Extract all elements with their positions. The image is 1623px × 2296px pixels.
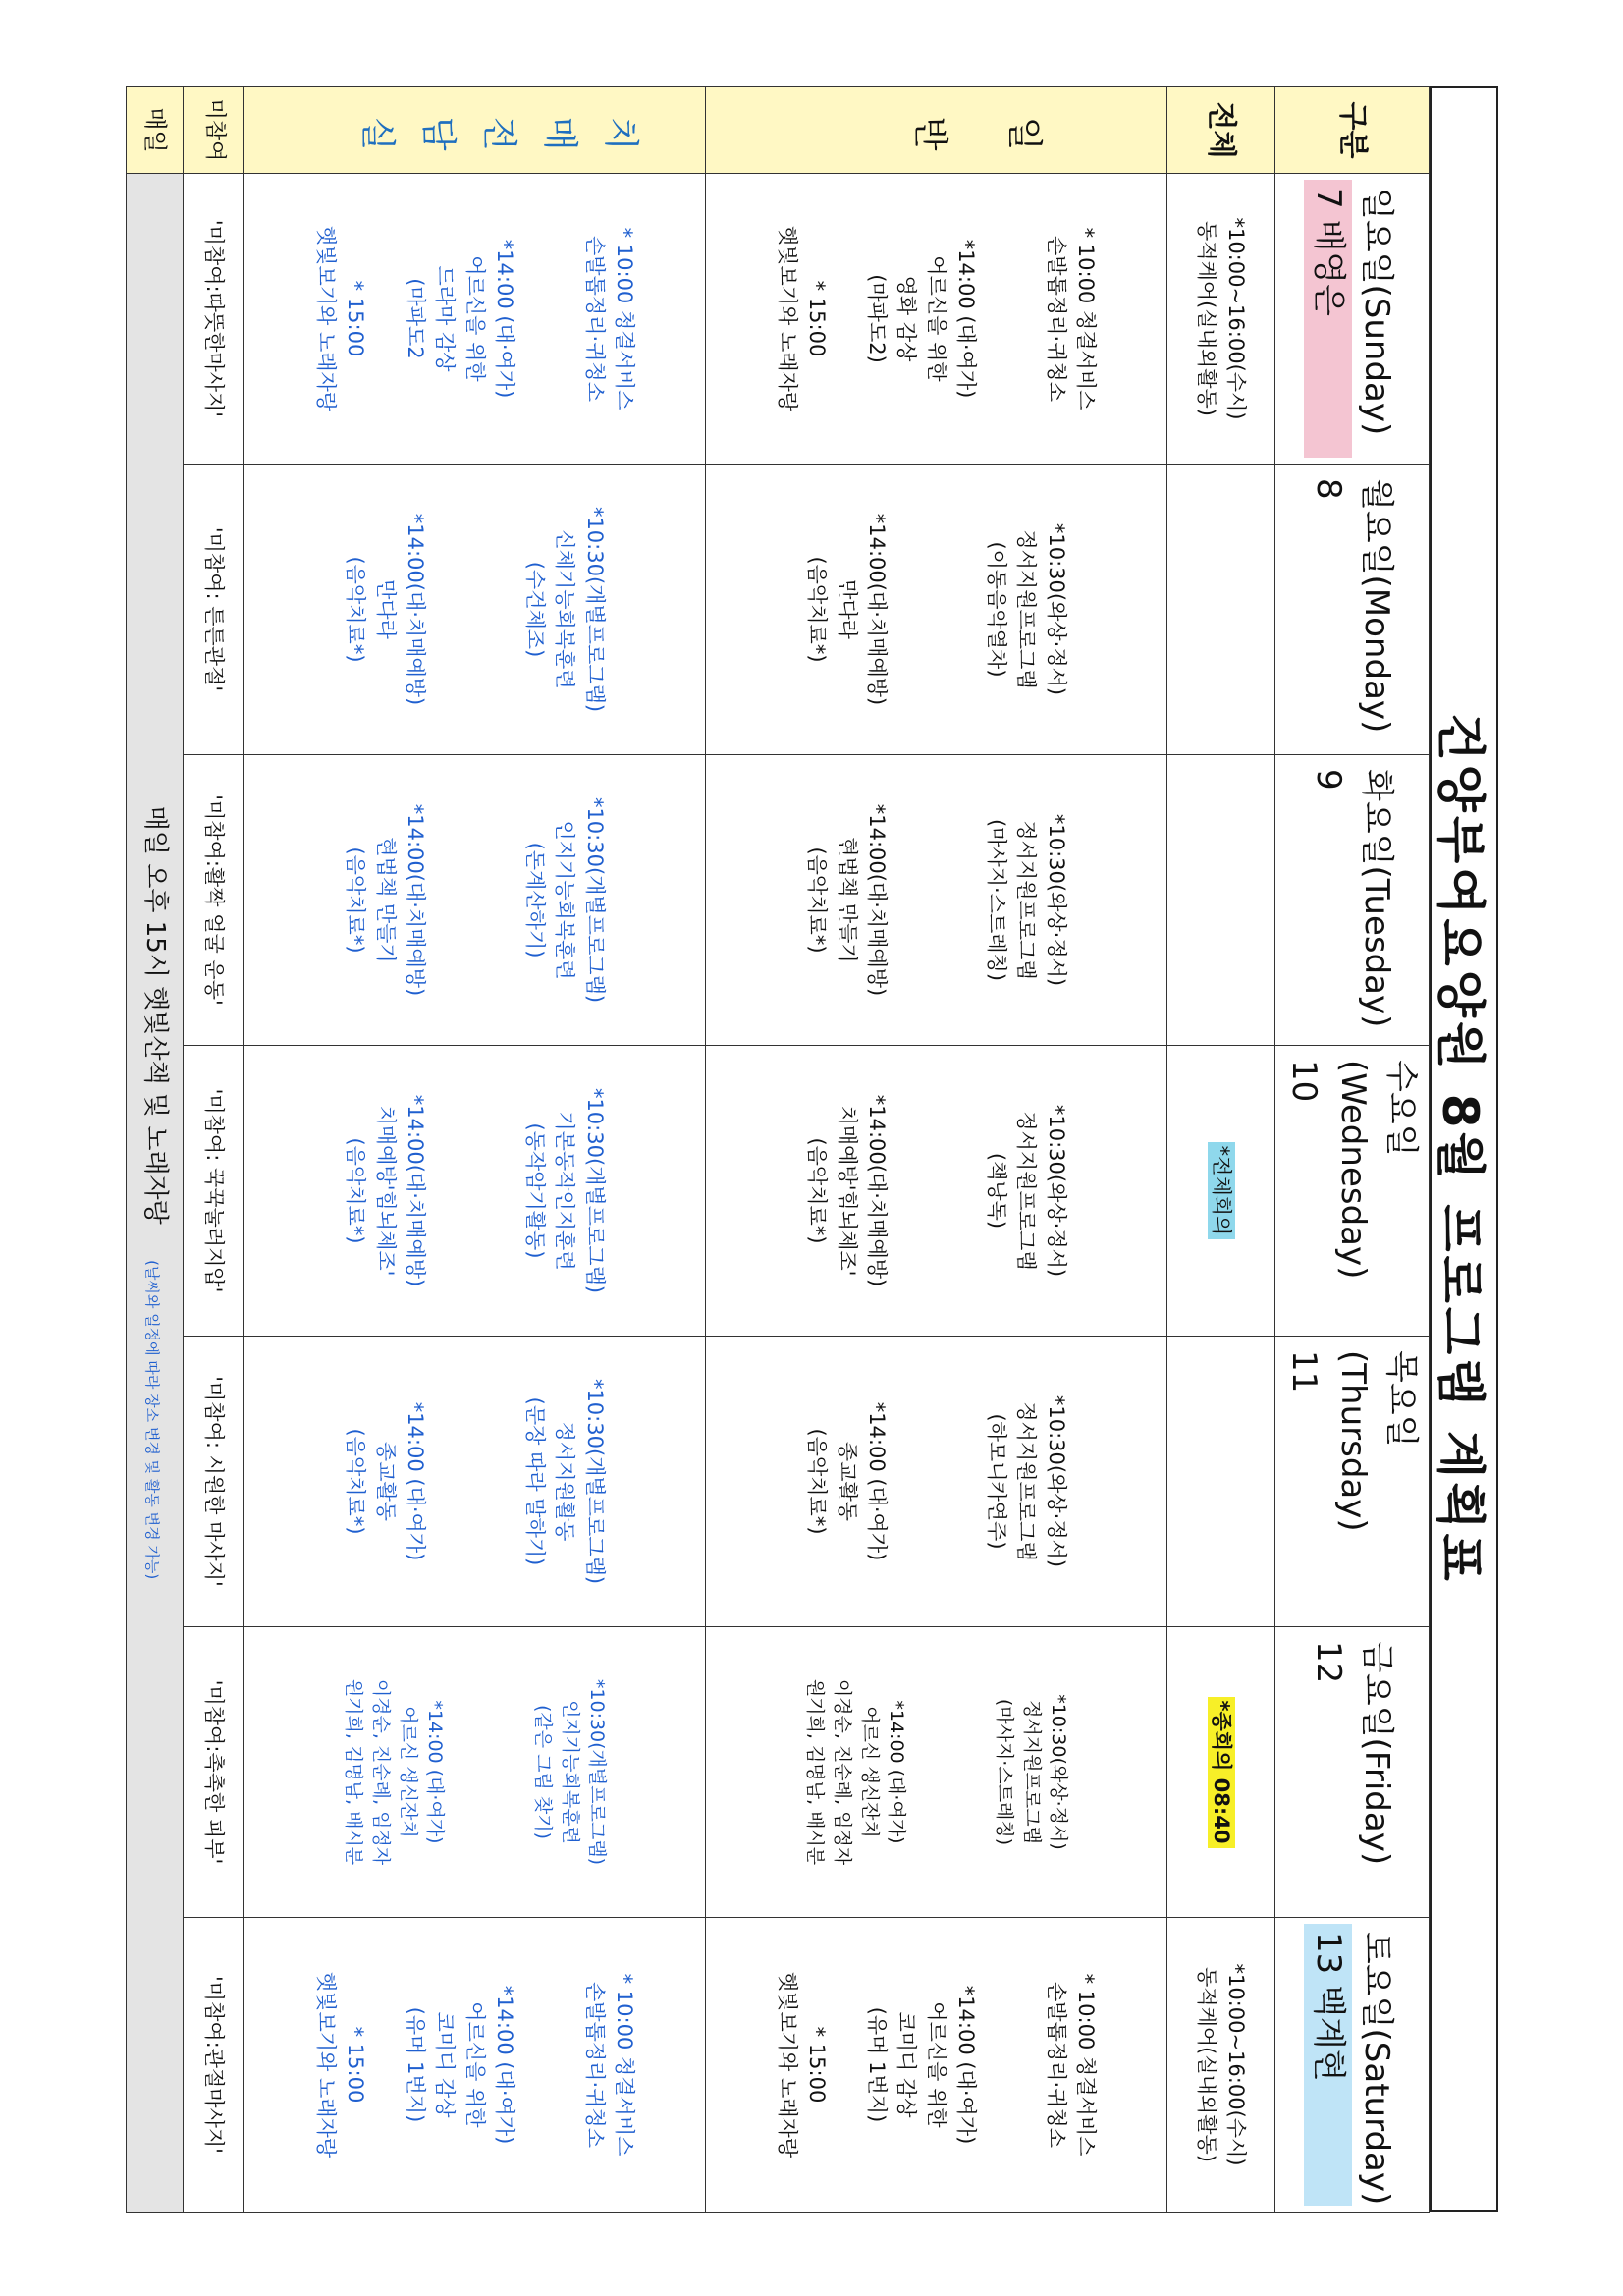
general-row	[706, 87, 1167, 2213]
daily-activity	[127, 174, 184, 2213]
day-name: 토요일(Saturday)	[1357, 1932, 1397, 2206]
day-header-wed	[1275, 1046, 1430, 1337]
all-wed	[1167, 1046, 1275, 1337]
row-label-general	[706, 87, 1167, 174]
general-sun: * 10:00 청결서비스 손발톱정리·귀청소 *14:00 (대·여가) 어르신을 위한 영화 감상 (마파도2) * 15:00 햇빛보기와 노래자랑	[706, 174, 1167, 465]
mich-sat: '미참여:관절마사지'	[184, 1918, 244, 2213]
row-label-text: 일반	[854, 110, 1044, 151]
mich-sun: '미참여:따뜻한마사지'	[184, 174, 244, 465]
day-header-tue	[1275, 755, 1430, 1046]
day-name: 일요일(Sunday)	[1357, 188, 1397, 436]
page-title: 건양부여요양원 8월 프로그램 계획표	[1430, 86, 1498, 2212]
general-sat: * 10:00 청결서비스 손발톱정리·귀청소 *14:00 (대·여가) 어르신을 위한 코미디 감상 (유머 1번지) * 15:00 햇빛보기와 노래자랑	[706, 1918, 1167, 2213]
dementia-sun: * 10:00 청결서비스 손발톱정리·귀청소 *14:00 (대·여가) 어르신을 위한 드라마 감상 (마파도2 * 15:00 햇빛보기와 노래자랑	[244, 174, 706, 465]
all-sat: *10:00~16:00(수시) 동적케어(실내외활동)	[1167, 1918, 1275, 2213]
all-meeting-badge: *전체회의	[1208, 1142, 1235, 1240]
day-header-mon	[1275, 465, 1430, 755]
mich-mon: '미참여: 튼튼관절'	[184, 465, 244, 755]
day-name: 목요일(Thursday)	[1332, 1350, 1421, 1532]
day-date: 11	[1284, 1350, 1325, 1394]
dementia-thu: *10:30(개별프로그램) 정서지원활동 (문장 따라 말하기) *14:00 (대·여가) 종교활동 (음악치료*)	[244, 1337, 706, 1627]
day-header-sun	[1275, 174, 1430, 465]
row-label-text: 치매전담실	[335, 110, 640, 151]
general-thu: *10:30(와상·정서) 정서지원프로그램 (하모니카연주) *14:00 (대·여가) 종교활동 (음악치료*)	[706, 1337, 1167, 1627]
mich-wed: '미참여: 꾹꾹눌러지압'	[184, 1046, 244, 1337]
day-date: 8	[1309, 478, 1349, 500]
all-sun: *10:00~16:00(수시) 동적케어(실내외활동)	[1167, 174, 1275, 465]
schedule-page	[84, 86, 1498, 2212]
day-name: 월요일(Monday)	[1357, 478, 1397, 734]
all-thu	[1167, 1337, 1275, 1627]
day-date: 12	[1309, 1641, 1349, 1684]
general-tue: *10:30(와상·정서) 정서지원프로그램 (마사지·스트레칭) *14:00(대·치매예방) 현법책 만들기 (음악치료*)	[706, 755, 1167, 1046]
all-mon	[1167, 465, 1275, 755]
all-fri	[1167, 1627, 1275, 1918]
mich-tue: '미참여:활짝 얼굴 운동'	[184, 755, 244, 1046]
row-label-all: 전체	[1167, 87, 1275, 174]
all-tue	[1167, 755, 1275, 1046]
morning-meeting-badge: *종회의 08:40	[1208, 1697, 1235, 1848]
general-mon: *10:30(와상·정서) 정서지원프로그램 (이동음악열차) *14:00(대·치매예방) 만다라 (음악치료*)	[706, 465, 1167, 755]
day-name: 화요일(Tuesday)	[1357, 769, 1397, 1028]
row-label-dementia	[244, 87, 706, 174]
schedule-table	[126, 86, 1430, 2213]
daily-row	[127, 87, 184, 2213]
day-header-thu	[1275, 1337, 1430, 1627]
dementia-fri: *10:30(개별프로그램) 인지기능회복훈련 (같은 그림 찾기) *14:00 (대·여가) 어르신 생신잔치 이경순, 진순례, 임정자 원기희, 김명남, 배시분	[244, 1627, 706, 1918]
mich-thu: '미참여: 시원한 마사지'	[184, 1337, 244, 1627]
category-header: 구분	[1275, 87, 1430, 174]
nonparticipant-row	[184, 87, 244, 2213]
daily-activity-text: 매일 오후 15시 햇빛산책 및 노래자랑	[140, 805, 171, 1225]
dementia-row	[244, 87, 706, 2213]
day-name: 수요일(Wednesday)	[1332, 1060, 1421, 1280]
row-label-daily: 매일	[127, 87, 184, 174]
dementia-wed: *10:30(개별프로그램) 기본동작인지훈련 (동작암기활동) *14:00(대·치매예방) 치매예방'힘뇌체조' (음악치료*)	[244, 1046, 706, 1337]
day-name: 금요일(Friday)	[1357, 1641, 1397, 1866]
general-fri: *10:30(와상·정서) 정서지원프로그램 (마사지·스트레칭) *14:00 (대·여가) 어르신 생신잔치 이경순, 진순례, 임정자 원기희, 김명남, 배시분	[706, 1627, 1167, 1918]
day-date: 10	[1284, 1060, 1325, 1103]
dementia-tue: *10:30(개별프로그램) 인지기능회복훈련 (돈계산하기) *14:00(대·치매예방) 현법책 만들기 (음악치료*)	[244, 755, 706, 1046]
day-date: 13 백계현	[1304, 1924, 1352, 2206]
row-label-michamyeo: 미참여	[184, 87, 244, 174]
dementia-sat: * 10:00 청결서비스 손발톱정리·귀청소 *14:00 (대·여가) 어르신을 위한 코미디 감상 (유머 1번지) * 15:00 햇빛보기와 노래자랑	[244, 1918, 706, 2213]
dementia-mon: *10:30(개별프로그램) 신체기능회복훈련 (수건체조) *14:00(대·치매예방) 만다라 (음악치료*)	[244, 465, 706, 755]
day-header-row	[1275, 87, 1430, 2213]
mich-fri: '미참여:촉촉한 피부'	[184, 1627, 244, 1918]
day-date: 7 배영은	[1304, 180, 1352, 458]
day-header-fri	[1275, 1627, 1430, 1918]
all-row	[1167, 87, 1275, 2213]
day-date: 9	[1309, 769, 1349, 791]
daily-activity-note: (날씨와 일정에 따라 장소 변경 및 활동 변경 가능)	[143, 1260, 162, 1580]
general-wed: *10:30(와상·정서) 정서지원프로그램 (책낭독) *14:00(대·치매예방) 치매예방'힘뇌체조' (음악치료*)	[706, 1046, 1167, 1337]
day-header-sat	[1275, 1918, 1430, 2213]
